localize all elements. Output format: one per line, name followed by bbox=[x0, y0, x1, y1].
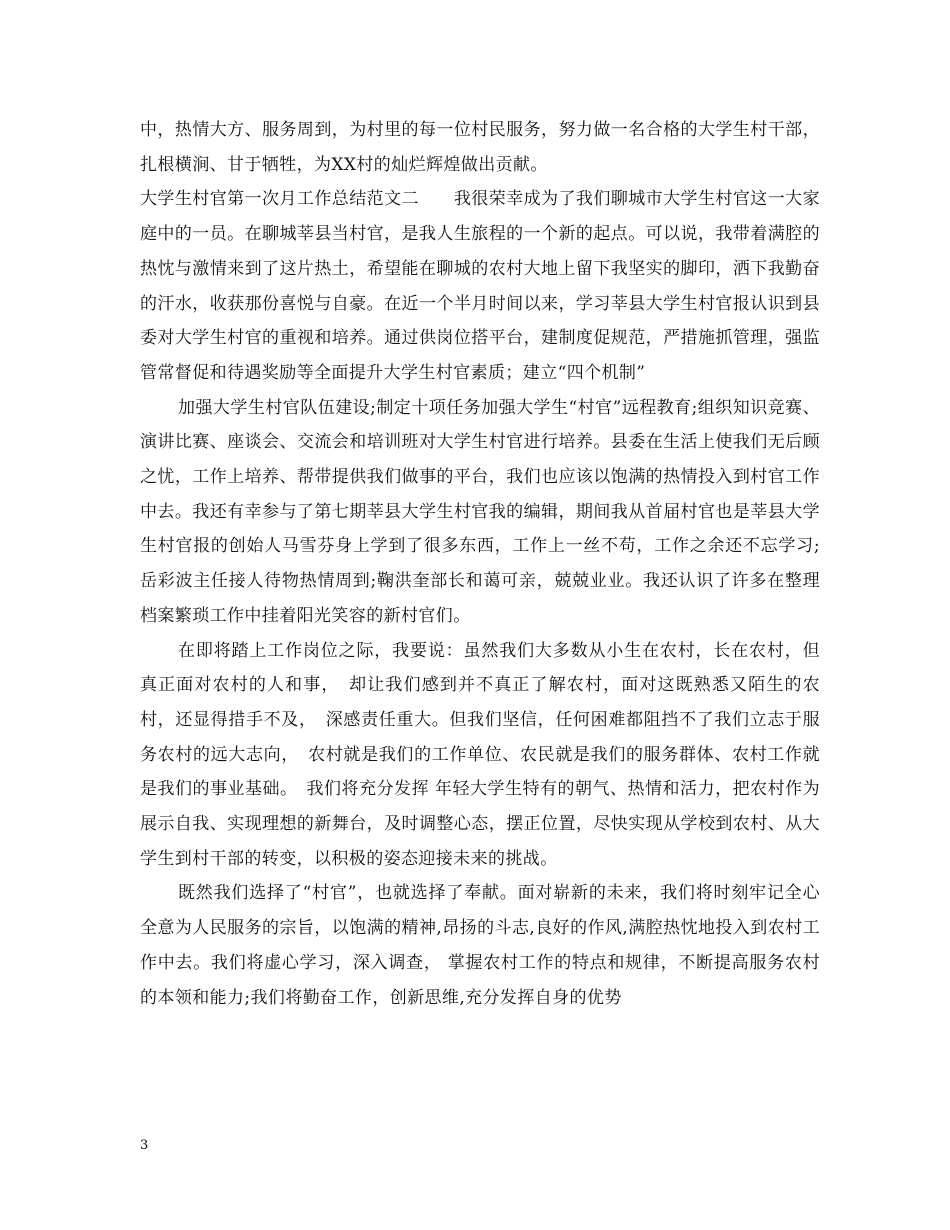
paragraph-article-two-intro: 大学生村官第一次月工作总结范文二 我很荣幸成为了我们聊城市大学生村官这一大家庭中的一员。在聊城莘县当村官，是我人生旅程的一个新的起点。可以说，我带着满腔的热忱与激情来到了这片热土，希望能在聊城的农村大地上留下我坚实的脚印，洒下我勤奋的汗水，收获那份喜悦与自豪。在近一个半月时间以来，学习莘县大学生村官报认识到县委对大学生村官的重视和培养。通过供岗位搭平台，建制度促规范，严措施抓管理，强监管常督促和待遇奖励等全面提升大学生村官素质；建立“四个机制” bbox=[140, 189, 820, 383]
paragraph-continuation: 中，热情大方、服务周到，为村里的每一位村民服务，努力做一名合格的大学生村干部，扎根横涧、甘于牺牲，为XX村的灿烂辉煌做出贡献。 bbox=[140, 120, 820, 175]
page-number: 3 bbox=[140, 1138, 149, 1153]
paragraph-dedication: 既然我们选择了“村官”，也就选择了奉献。面对崭新的未来，我们将时刻牢记全心全意为人民服务的宗旨，以饱满的精神,昂扬的斗志,良好的作风,满腔热忱地投入到农村工作中去。我们将虚心学习，深入调查， 掌握农村工作的特点和规律，不断提高服务农村的本领和能力;我们将勤奋工作，创新思维,充分发挥自身的优势 bbox=[140, 883, 820, 1008]
paragraph-team-building: 加强大学生村官队伍建设;制定十项任务加强大学生“村官”远程教育;组织知识竞赛、演讲比赛、座谈会、交流会和培训班对大学生村官进行培养。县委在生活上使我们无后顾之忧，工作上培养、帮带提供我们做事的平台，我们也应该以饱满的热情投入到村官工作中去。我还有幸参与了第七期莘县大学生村官我的编辑，期间我从首届村官也是莘县大学生村官报的创始人马雪芬身上学到了很多东西，工作上一丝不苟，工作之余还不忘学习;岳彩波主任接人待物热情周到;鞠洪奎部长和蔼可亲，兢兢业业。我还认识了许多在整理档案繁琐工作中挂着阳光笑容的新村官们。 bbox=[140, 397, 820, 626]
paragraph-before-work: 在即将踏上工作岗位之际，我要说：虽然我们大多数从小生在农村，长在农村，但真正面对农村的人和事， 却让我们感到并不真正了解农村，面对这既熟悉又陌生的农村，还显得措手不及， 深感责任重大。但我们坚信，任何困难都阻挡不了我们立志于服务农村的远大志向， 农村就是我们的工作单位、农民就是我们的服务群体、农村工作就是我们的事业基础。 我们将充分发挥 年轻大学生特有的朝气、热情和活力，把农村作为展示自我、实现理想的新舞台，及时调整心态，摆正位置，尽快实现从学校到农村、从大学生到村干部的转变，以积极的姿态迎接未来的挑战。 bbox=[140, 640, 820, 869]
body-text bbox=[140, 113, 820, 1015]
